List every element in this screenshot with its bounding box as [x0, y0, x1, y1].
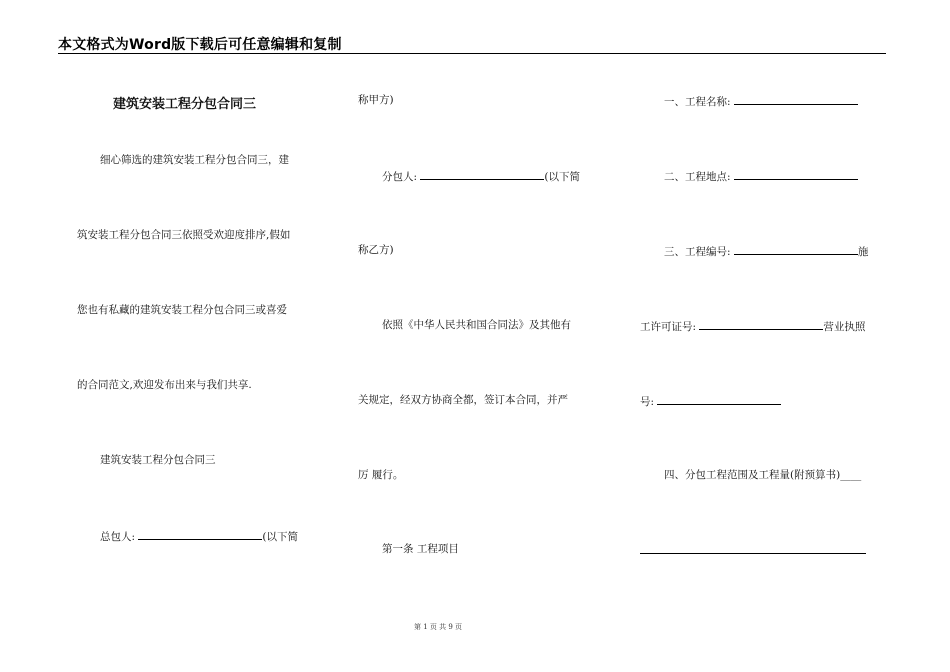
project-number-line [664, 245, 868, 258]
permit-suffix: 营业执照 [823, 321, 866, 333]
intro-line-2: 筑安装工程分包合同三依照受欢迎度排序,假如 [77, 229, 291, 241]
scope-line: 四、分包工程范围及工程量(附预算书)____ [664, 469, 862, 481]
project-name-blank [734, 95, 858, 105]
contractor-label: 总包人: [100, 531, 136, 543]
contractor-suffix: (以下简 [262, 531, 298, 543]
subcontractor-line [382, 170, 580, 183]
intro-line-1: 细心筛选的建筑安装工程分包合同三，建 [100, 154, 289, 166]
col2-line-6: 厉 履行。 [358, 469, 404, 481]
subcontractor-blank [420, 170, 544, 180]
permit-line [640, 320, 865, 333]
col2-line-5: 关规定，经双方协商全都，签订本合同，并严 [358, 394, 568, 406]
contractor-line [100, 530, 298, 543]
project-site-line [664, 170, 858, 183]
col2-line-4: 依照《中华人民共和国合同法》及其他有 [382, 319, 571, 331]
project-site-blank [734, 170, 858, 180]
intro-line-3: 您也有私藏的建筑安装工程分包合同三或喜爱 [77, 304, 287, 316]
project-number-suffix: 施 [857, 246, 869, 258]
subcontractor-label: 分包人: [382, 171, 418, 183]
license-blank [657, 395, 781, 405]
project-name-line [664, 95, 858, 108]
permit-blank [699, 320, 823, 330]
scope-blank-line [640, 553, 866, 554]
page-header-title: 本文格式为Word版下载后可任意编辑和复制 [58, 37, 342, 53]
document-title: 建筑安装工程分包合同三 [113, 97, 257, 112]
license-line [640, 395, 781, 408]
project-number-label: 三、工程编号: [664, 246, 731, 258]
subcontractor-suffix: (以下简 [544, 171, 580, 183]
project-name-label: 一、工程名称: [664, 96, 731, 108]
section-heading: 建筑安装工程分包合同三 [100, 454, 216, 466]
header-rule [58, 53, 886, 54]
article-1-heading: 第一条 工程项目 [382, 543, 459, 555]
col2-line-3: 称乙方) [358, 244, 394, 256]
license-label: 号: [640, 396, 655, 408]
col2-line-1: 称甲方) [358, 94, 394, 106]
page-footer: 第 1 页 共 9 页 [413, 623, 463, 631]
intro-line-4: 的合同范文,欢迎发布出来与我们共享. [77, 379, 252, 391]
project-number-blank [734, 245, 858, 255]
permit-label: 工许可证号: [640, 321, 697, 333]
contractor-blank [138, 530, 262, 540]
project-site-label: 二、工程地点: [664, 171, 731, 183]
